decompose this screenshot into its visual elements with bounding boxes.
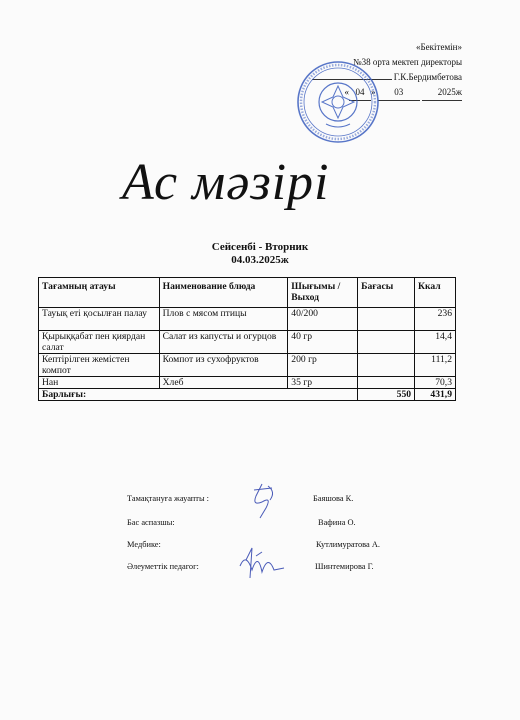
approval-day: 04 [349, 85, 371, 101]
dish-name-ru: Хлеб [159, 377, 288, 389]
dish-name-kz: Кептірілген жемістен компот [39, 354, 160, 377]
dish-price [358, 377, 415, 389]
dish-output: 40 гр [288, 331, 358, 354]
signature-name: Баяшова К. [313, 494, 354, 503]
signature-name: Шинтемирова Г. [315, 562, 374, 571]
signature-role: Бас аспазшы: [127, 518, 175, 527]
approval-block: «Бекітемін» №38 орта мектеп директоры Г.К.Бердимбетова « 04 » 03 2025ж [262, 40, 462, 101]
signature-name: Вафина О. [318, 518, 356, 527]
school-seal-stamp [296, 60, 380, 144]
page-title: Ас мәзірі [122, 154, 330, 211]
signature-role: Медбике: [127, 540, 161, 549]
total-label: Барлығы: [39, 389, 358, 401]
approval-word: «Бекітемін» [416, 42, 462, 52]
dish-kcal: 70,3 [415, 377, 456, 389]
table-total-row [39, 389, 456, 401]
dish-name-kz: Қырыққабат пен қиярдан салат [39, 331, 160, 354]
dish-kcal: 111,2 [415, 354, 456, 377]
total-kcal: 431,9 [415, 389, 456, 401]
dish-kcal: 236 [415, 308, 456, 331]
dish-name-ru: Компот из сухофруктов [159, 354, 288, 377]
table-header-row [39, 278, 456, 308]
dish-name-ru: Салат из капусты и огурцов [159, 331, 288, 354]
approval-month: 03 [378, 85, 420, 101]
day-date-block [0, 241, 520, 267]
day-of-week: Сейсенбі - Вторник [211, 241, 309, 253]
menu-table [38, 277, 456, 401]
approval-year: 2025ж [422, 85, 462, 101]
dish-kcal: 14,4 [415, 331, 456, 354]
header-output: Шығымы / Выход [288, 278, 358, 308]
total-price: 550 [358, 389, 415, 401]
dish-name-ru: Плов с мясом птицы [159, 308, 288, 331]
handwritten-signatures [232, 482, 292, 582]
header-name-kz: Тағамның атауы [39, 278, 160, 308]
approval-position: №38 орта мектеп директоры [353, 57, 462, 67]
dish-name-kz: Нан [39, 377, 160, 389]
approval-director: Г.К.Бердимбетова [393, 72, 462, 82]
table-row [39, 377, 456, 389]
signature-name: Кутлимуратова А. [316, 540, 380, 549]
table-row [39, 331, 456, 354]
table-row [39, 308, 456, 331]
header-price: Бағасы [358, 278, 415, 308]
dish-price [358, 354, 415, 377]
header-name-ru: Наименование блюда [159, 278, 288, 308]
table-row [39, 354, 456, 377]
signature-role: Әлеуметтік педагог: [127, 562, 199, 571]
dish-price [358, 308, 415, 331]
signature-role: Тамақтануға жауапты : [127, 494, 209, 503]
dish-output: 40/200 [288, 308, 358, 331]
header-kcal: Ккал [415, 278, 456, 308]
dish-price [358, 331, 415, 354]
dish-output: 35 гр [288, 377, 358, 389]
dish-name-kz: Тауық еті қосылған палау [39, 308, 160, 331]
dish-output: 200 гр [288, 354, 358, 377]
menu-date: 04.03.2025ж [231, 254, 289, 266]
